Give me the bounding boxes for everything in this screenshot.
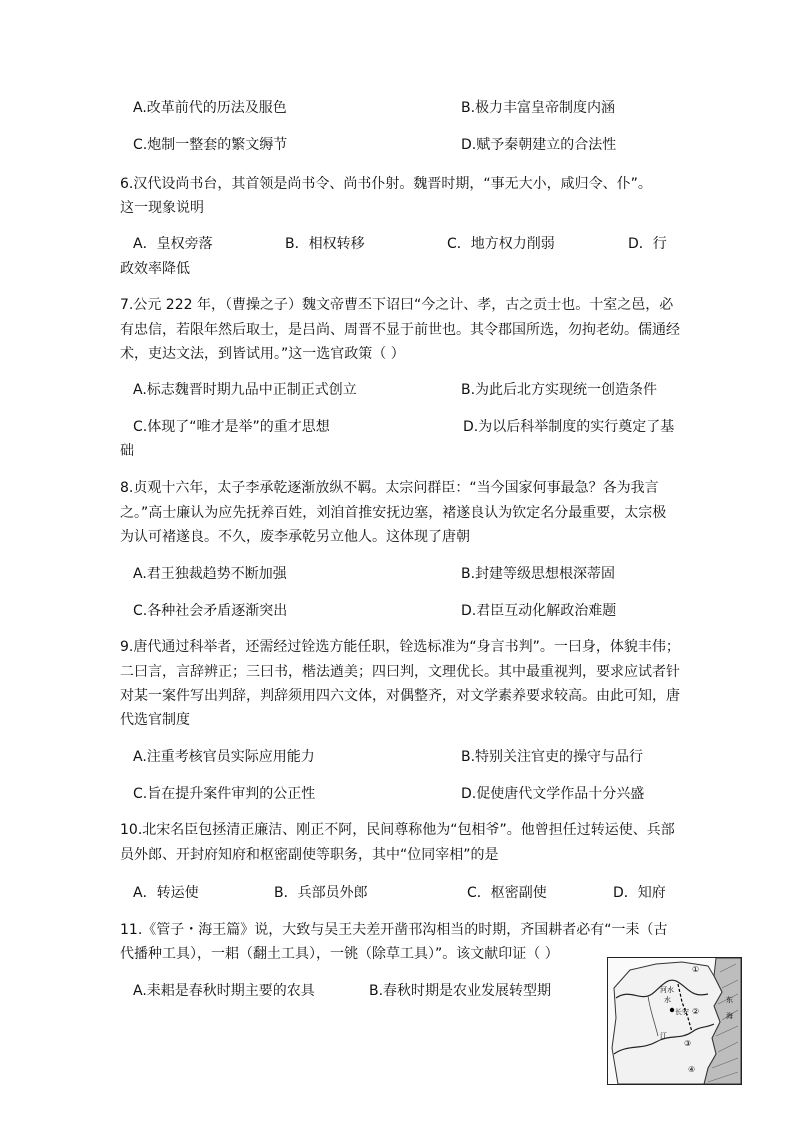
q8-option-d: D.君臣互动化解政治难题 [461, 603, 617, 619]
map-marker-2: ② [692, 1007, 700, 1016]
q7-stem-line-3: 术，吏达文法，到皆试用。”这一选官政策（ ） [120, 346, 405, 362]
map-label-shui: 水 [664, 996, 671, 1004]
changan-marker [670, 1008, 674, 1012]
q7-option-b: B.为此后北方实现统一创造条件 [461, 382, 658, 398]
map-label-sea-2: 海 [726, 1012, 733, 1020]
q6-stem-line-2: 这一现象说明 [120, 200, 204, 216]
q10-option-d: D．知府 [613, 885, 666, 901]
q10-option-c: C．枢密副使 [467, 885, 547, 901]
map-marker-4: ④ [688, 1065, 696, 1074]
q5-option-d: D.赋予秦朝建立的合法性 [461, 137, 617, 153]
historical-map-figure [607, 957, 742, 1085]
q11-stem-line-2: 代播种工具），一耜（翻土工具），一铫（除草工具）”。该文献印证（ ） [120, 946, 559, 962]
q10-option-a: A．转运使 [133, 885, 199, 901]
q6-option-a: A．皇权旁落 [133, 236, 213, 252]
q10-option-b: B．兵部员外郎 [274, 885, 368, 901]
q7-option-c: C.体现了“唯才是举”的重才思想 [133, 419, 330, 435]
q6-option-d-continued: 政效率降低 [120, 261, 190, 277]
q8-option-b: B.封建等级思想根深蒂固 [461, 566, 616, 582]
map-label-jiang: 江 [660, 1032, 667, 1040]
q9-option-c: C.旨在提升案件审判的公正性 [133, 786, 316, 802]
q9-stem-line-4: 代选官制度 [120, 712, 190, 728]
q10-stem-line-2: 员外郎、开封府知府和枢密副使等职务，其中“位同宰相”的是 [120, 847, 499, 863]
map-label-river: 河水 [660, 986, 674, 994]
q8-stem-line-1: 8.贞观十六年，太子李承乾逐渐放纵不羁。太宗问群臣：“当今国家何事最急？各为我言 [120, 480, 659, 496]
map-marker-1: ① [692, 965, 700, 974]
q6-option-c: C．地方权力削弱 [447, 236, 555, 252]
q9-stem-line-3: 对某一案件写出判辞，判辞须用四六文体，对偶整齐，对文学素养要求较高。由此可知，唐 [120, 688, 680, 704]
q9-stem-line-1: 9.唐代通过科举者，还需经过铨选方能任职，铨选标准为“身言书判”。一曰身，体貌丰伟； [120, 639, 680, 655]
q8-option-a: A.君王独裁趋势不断加强 [133, 566, 287, 582]
q5-option-a: A.改革前代的历法及服色 [133, 100, 287, 116]
land-region [612, 962, 722, 1084]
q11-stem-line-1: 11.《管子・海王篇》说，大致与吴王夫差开凿邗沟相当的时期，齐国耕者必有“一耒（古 [120, 922, 668, 938]
q9-option-b: B.特别关注官吏的操守与品行 [461, 749, 644, 765]
q7-stem-line-1: 7.公元 222 年，（曹操之子）魏文帝曹丕下诏曰“今之计、孝，古之贡士也。十室之邑，必 [120, 297, 674, 313]
q8-stem-line-2: 之。”高士廉认为应先抚养百姓，刘洎首推安抚边塞，褚遂良认为钦定名分最重要，太宗极 [120, 505, 667, 521]
q7-option-d-continued: 础 [120, 443, 134, 459]
q6-stem-line-1: 6.汉代设尚书台，其首领是尚书令、尚书仆射。魏晋时期，“事无大小，咸归令、仆”。 [120, 176, 652, 192]
q7-option-d: D.为以后科举制度的实行奠定了基 [463, 419, 675, 435]
q6-option-d: D．行 [628, 236, 667, 252]
q11-option-a: A.耒耜是春秋时期主要的农具 [133, 983, 315, 999]
q5-option-b: B.极力丰富皇帝制度内涵 [461, 100, 616, 116]
q9-option-a: A.注重考核官员实际应用能力 [133, 749, 315, 765]
q6-option-b: B．相权转移 [285, 236, 365, 252]
q10-stem-line-1: 10.北宋名臣包拯清正廉洁、刚正不阿，民间尊称他为“包相爷”。他曾担任过转运使、兵部 [120, 822, 675, 838]
q7-option-a: A.标志魏晋时期九品中正制正式创立 [133, 382, 357, 398]
q8-stem-line-3: 为认可褚遂良。不久，废李承乾另立他人。这体现了唐朝 [120, 529, 470, 545]
q8-option-c: C.各种社会矛盾逐渐突出 [133, 603, 288, 619]
map-label-sea: 东 [726, 996, 733, 1004]
q9-option-d: D.促使唐代文学作品十分兴盛 [461, 786, 645, 802]
q7-stem-line-2: 有忠信，若限年然后取士，是吕尚、周晋不显于前世也。其令郡国所选，勿拘老幼。儒通经 [120, 322, 680, 338]
map-drawing [608, 958, 741, 1084]
q5-option-c: C.炮制一整套的繁文缛节 [133, 137, 288, 153]
map-label-changan: 长安 [675, 1008, 689, 1016]
map-marker-3: ③ [684, 1039, 692, 1048]
q11-option-b: B.春秋时期是农业发展转型期 [369, 983, 552, 999]
q9-stem-line-2: 二曰言，言辞辨正；三曰书，楷法遒美；四曰判，文理优长。其中最重视判，要求应试者针 [120, 664, 680, 680]
